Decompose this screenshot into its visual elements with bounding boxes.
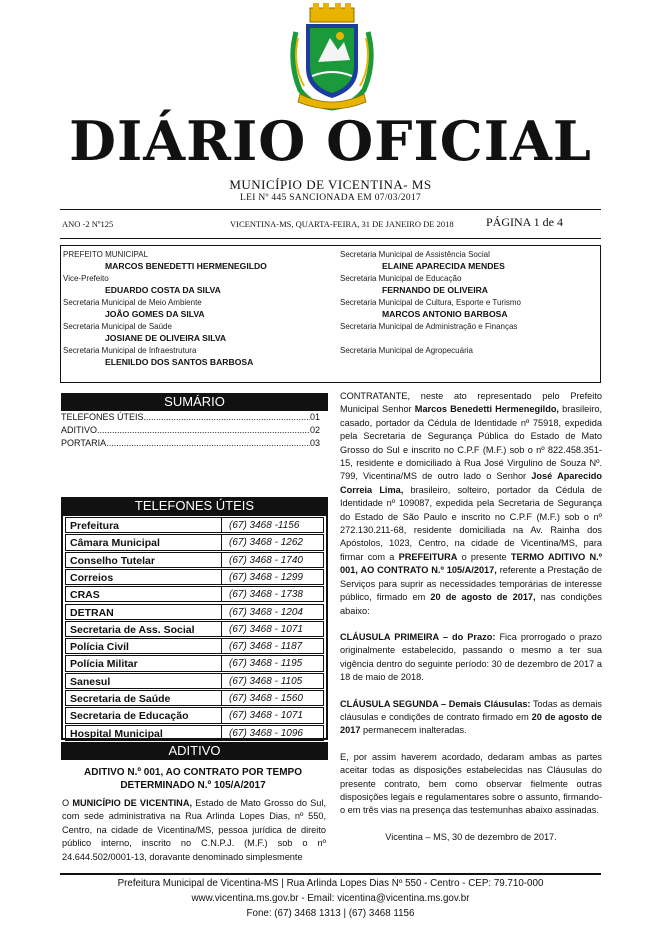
edition-date: VICENTINA-MS, QUARTA-FEIRA, 31 DE JANEIRO DE 2018 (230, 219, 454, 229)
toc-entry[interactable] (61, 411, 320, 424)
footer-web-email[interactable]: www.vicentina.ms.gov.br - Email: vicentina@vicentina.ms.gov.br (191, 893, 470, 904)
official-entry (63, 297, 333, 320)
official-role: Secretaria Municipal de Agropecuária (340, 346, 473, 355)
official-name: JOÃO GOMES DA SILVA (105, 309, 205, 319)
table-row (65, 517, 324, 533)
phone-entity: Polícia Militar (70, 658, 138, 671)
officials-right-column (340, 249, 600, 369)
official-entry (63, 321, 333, 344)
toc-label: ADITIVO (61, 425, 98, 435)
official-role: Vice-Prefeito (63, 274, 109, 283)
official-entry (63, 249, 333, 272)
page-indicator: PÁGINA 1 de 4 (486, 215, 563, 229)
phone-entity: Câmara Municipal (70, 537, 160, 550)
crown-icon (310, 3, 354, 22)
phone-number: (67) 3468 - 1071 (229, 623, 303, 635)
edition-number: ANO -2 Nº125 (62, 219, 114, 229)
official-role: Secretaria Municipal de Infraestrutura (63, 346, 197, 355)
toc-page: 03 (309, 438, 320, 448)
phone-entity: Secretaria de Ass. Social (70, 623, 195, 636)
clause-two-title: CLÁUSULA SEGUNDA – Demais Cláusulas: (340, 698, 531, 709)
contract-parties-paragraph: CONTRATANTE, neste ato representado pelo Prefeito Municipal Senhor Marcos Benedetti Hermenegildo, brasileiro, casado, portador da Cédula de Identidade nº 75918, expedida pela Secretaria de Segurança Pública do Estado de Mato Grosso do Sul e inscrito no C.P.F (M.F.) sob o nº 822.458.351-15, residente e domiciliado à Rua José Virgulino de Souza Nº. 799, Vicentina/MS de outro lado o Senhor José Aparecido Correia Lima, brasileiro, solteiro, portador da Cédula de Identidade nº 109087, expedida pela Secretaria de Segurança do Estado de São Paulo e inscrito no C.P.F (M.F.) sob o nº 272.130.211-68, residente domiciliada na Av. Rainha dos Apóstolos, 1023, Centro, na cidade de Vicentina/MS, para firmar com a PREFEITURA o presente TERMO ADITIVO N.º 001, AO CONTRATO N.º 105/A/2017, referente a Prestação de Serviços para suprir as necessidades temporárias de interesse público, firmado em 20 de agosto de 2017, nas condições abaixo: (340, 391, 603, 616)
official-name: MARCOS ANTONIO BARBOSA (382, 309, 508, 319)
footer-divider (60, 873, 601, 875)
phone-entity: Hospital Municipal (70, 727, 163, 740)
aditivo-intro-paragraph: O MUNICÍPIO DE VICENTINA, Estado de Mato Grosso do Sul, com sede administrativa na Rua Arlinda Lopes Dias, nº 550, Centro, na cidade de Vicentina/MS, pessoa jurídica de direito público interno, inscrito no C.N.P.J. (M.F.) sob o nº 24.644.502/0001-13, doravante denominado simplesmente (62, 798, 326, 862)
phone-number: (67) 3468 - 1262 (229, 537, 303, 549)
phone-number: (67) 3468 -1156 (229, 520, 300, 531)
official-entry (63, 273, 333, 296)
shield-icon (306, 24, 358, 98)
official-role: PREFEITO MUNICIPAL (63, 250, 149, 259)
phone-entity: Conselho Tutelar (70, 554, 155, 567)
clause-two-paragraph: CLÁUSULA SEGUNDA – Demais Cláusulas: Todas as demais cláusulas e condições de contrato firmado em 20 de agosto de 2017 permanecem inalteradas. (340, 698, 603, 736)
official-name: MARCOS BENEDETTI HERMENEGILDO (105, 261, 267, 271)
municipality-bold: MUNICÍPIO DE VICENTINA, (72, 798, 193, 808)
sumario-header: SUMÁRIO (61, 393, 328, 411)
phone-entity: CRAS (70, 589, 100, 602)
phone-entity: Sanesul (70, 675, 111, 688)
phone-number: (67) 3468 - 1738 (229, 589, 303, 601)
clause-one-paragraph: CLÁUSULA PRIMEIRA – do Prazo: Fica prorrogado o prazo originalmente estabelecido, passando o mesmo a ter sua vigência dentro do seguinte período: 30 de dezembro de 2017 a 18 de maio de 2018. (340, 631, 602, 683)
toc-entry[interactable] (61, 424, 320, 437)
official-role: Secretaria Municipal de Assistência Social (340, 250, 490, 259)
edition-info-bar (60, 209, 601, 239)
official-entry (63, 345, 333, 368)
official-role: Secretaria Municipal de Saúde (63, 322, 172, 331)
aditivo-body-column (340, 390, 602, 844)
table-row (65, 707, 324, 723)
table-row (65, 673, 324, 689)
phone-number: (67) 3468 - 1105 (229, 675, 303, 687)
table-row (65, 690, 324, 706)
phone-number: (67) 3468 - 1096 (229, 727, 303, 739)
toc-page: 01 (309, 412, 320, 422)
officials-box (60, 245, 601, 383)
official-name (340, 332, 600, 344)
toc-label: TELEFONES ÚTEIS (61, 412, 144, 422)
aditivo-header: ADITIVO (61, 742, 328, 760)
table-row (65, 655, 324, 671)
clause-one-title: CLÁUSULA PRIMEIRA – do Prazo: (340, 631, 496, 642)
phone-entity: Secretaria de Educação (70, 710, 189, 723)
table-row (65, 569, 324, 585)
table-row (65, 638, 324, 654)
officials-left-column (63, 249, 333, 369)
official-role: Secretaria Municipal de Educação (340, 274, 462, 283)
official-name: ELENILDO DOS SANTOS BARBOSA (105, 357, 254, 367)
official-role: Secretaria Municipal de Cultura, Esporte e Turismo (340, 298, 521, 307)
municipality-name: MUNICÍPIO DE VICENTINA- MS (229, 177, 432, 192)
municipal-crest-logo (286, 2, 378, 112)
table-row (65, 621, 324, 637)
phone-number: (67) 3468 - 1071 (229, 710, 303, 722)
phone-number: (67) 3468 - 1187 (229, 641, 303, 653)
table-of-contents (61, 411, 320, 450)
official-role: Secretaria Municipal de Meio Ambiente (63, 298, 202, 307)
toc-label: PORTARIA (61, 438, 107, 448)
phone-number: (67) 3468 - 1560 (229, 693, 303, 704)
official-role: Secretaria Municipal de Administração e Finanças (340, 322, 518, 331)
table-row (65, 586, 324, 602)
phone-entity: Secretaria de Saúde (70, 693, 171, 705)
phone-entity: Correios (70, 571, 114, 584)
official-name: JOSIANE DE OLIVEIRA SILVA (105, 333, 227, 343)
table-row (65, 725, 324, 741)
phone-entity: DETRAN (70, 606, 114, 619)
phone-entity: Polícia Civil (70, 641, 129, 654)
masthead-title: DIÁRIO OFICIAL (69, 109, 592, 173)
aditivo-title: ADITIVO N.º 001, AO CONTRATO POR TEMPO DETERMINADO N.º 105/A/2017 (84, 767, 302, 791)
telefones-header: TELEFONES ÚTEIS (61, 497, 328, 515)
closing-paragraph: E, por assim haverem acordado, dedaram ambas as partes aceitar todas as disposições estabelecidas nas Cláusulas do presente contrato, bem como observar fielmente outras disposições legais e regulamentares sobre o assunto, firmando-o em três vias na presença das testemunhas abaixo assinadas. (340, 751, 602, 816)
official-entry (340, 273, 600, 296)
phone-number: (67) 3468 - 1195 (229, 658, 303, 670)
table-row (65, 604, 324, 620)
table-row (65, 552, 324, 568)
official-name: FERNANDO DE OLIVEIRA (382, 285, 488, 295)
phone-number: (67) 3468 - 1299 (229, 571, 303, 583)
official-name: EDUARDO COSTA DA SILVA (105, 285, 221, 295)
official-name: ELAINE APARECIDA MENDES (382, 261, 505, 271)
official-name (340, 356, 600, 368)
official-entry (340, 321, 600, 344)
phone-number: (67) 3468 - 1740 (229, 554, 303, 566)
phone-entity: Prefeitura (70, 520, 120, 532)
footer-phones: Fone: (67) 3468 1313 | (67) 3468 1156 (246, 908, 415, 919)
toc-entry[interactable] (61, 437, 320, 450)
footer-address: Prefeitura Municipal de Vicentina-MS | Rua Arlinda Lopes Dias Nº 550 - Centro - CEP: 79.710-000 (117, 878, 544, 889)
toc-page: 02 (309, 425, 320, 435)
law-reference: LEI Nº 445 SANCIONADA EM 07/03/2017 (239, 193, 421, 203)
table-row (65, 534, 324, 550)
signature-date: Vicentina – MS, 30 de dezembro de 2017. (385, 831, 557, 842)
official-entry (340, 249, 600, 272)
phone-directory-table (61, 514, 328, 740)
phone-number: (67) 3468 - 1204 (229, 606, 303, 618)
official-entry (340, 345, 600, 368)
official-entry (340, 297, 600, 320)
